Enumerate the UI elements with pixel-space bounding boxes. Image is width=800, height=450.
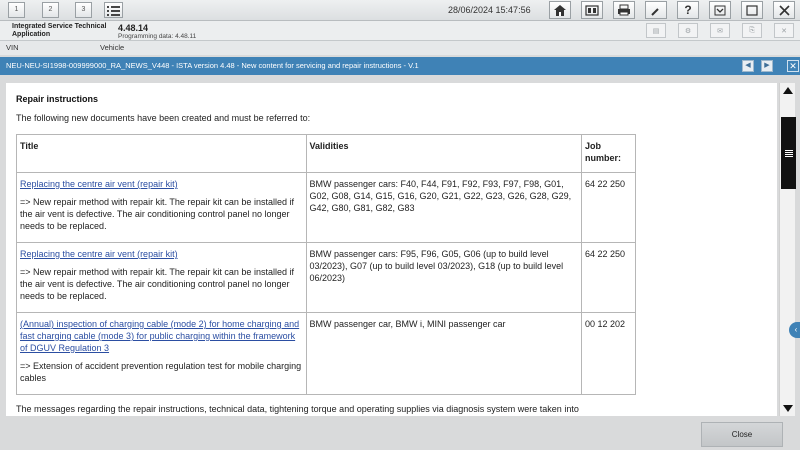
document-title-bar: [0, 57, 800, 75]
job-number-cell: 64 22 250: [582, 173, 636, 243]
mail-icon: ✉: [717, 27, 723, 35]
arrow-right-icon: ▶: [764, 62, 770, 69]
side-panel-toggle[interactable]: [789, 322, 800, 338]
tools-button[interactable]: [645, 1, 667, 19]
intro-text: The following new documents have been created and must be referred to:: [16, 113, 311, 123]
vehicle-info-icon: [585, 5, 599, 16]
app-version: 4.48.14: [118, 23, 149, 33]
job-number-cell: 00 12 202: [582, 313, 636, 395]
document-link[interactable]: Replacing the centre air vent (repair kit): [20, 249, 178, 259]
gear-icon: ⚙: [684, 27, 692, 35]
copy-icon: ▤: [652, 27, 660, 35]
sub-button[interactable]: [742, 23, 762, 38]
datetime-display: 28/06/2024 15:47:56: [448, 5, 531, 15]
exit-button[interactable]: [773, 1, 795, 19]
validities-cell: BMW passenger cars: F95, F96, G05, G06 (up to build level 03/2023), G07 (up to build level 03/2023), G18 (up to build level 06/2023): [306, 243, 582, 313]
app-title: [12, 23, 106, 39]
document-content: [6, 83, 777, 416]
vehicle-info-button[interactable]: [581, 1, 603, 19]
close-button[interactable]: Close: [701, 422, 783, 447]
mail-button[interactable]: [710, 23, 730, 38]
section-heading: Repair instructions: [16, 94, 99, 104]
list-icon: [107, 5, 120, 16]
document-link[interactable]: (Annual) inspection of charging cable (mode 2) for home charging and fast charging cable (mode 3) for public charging within the framework of DGUV Regulation 3: [20, 319, 300, 353]
sub-icon: ⎘: [749, 26, 755, 34]
close-icon: ✕: [781, 27, 787, 35]
document-title: NEU-NEU-SI1998-009999000_RA_NEWS_V448 - ISTA version 4.48 - New content for servicing and repair instructions - V.1: [6, 61, 419, 70]
printer-icon: [617, 4, 631, 16]
column-header-job-number: Job number:: [582, 135, 636, 173]
maximize-icon: [746, 5, 758, 16]
list-view-button[interactable]: [104, 2, 123, 18]
document-description: => New repair method with repair kit. The repair kit can be installed if the air vent is defective. The air conditioning control panel no longer needs to be replaced.: [20, 197, 294, 231]
question-icon: ?: [684, 3, 692, 17]
documents-table: [16, 134, 636, 395]
arrow-left-icon: ◀: [745, 62, 751, 69]
vertical-scrollbar[interactable]: [779, 83, 795, 416]
top-toolbar: [0, 0, 800, 21]
print-button[interactable]: [613, 1, 635, 19]
document-description: => New repair method with repair kit. The repair kit can be installed if the air vent is defective. The air conditioning control panel no longer needs to be replaced.: [20, 267, 294, 301]
previous-document-button[interactable]: [742, 60, 754, 72]
application-info-row: [0, 21, 800, 41]
help-button[interactable]: [677, 1, 699, 19]
table-row: [17, 243, 636, 313]
scroll-up-button[interactable]: [780, 83, 796, 97]
document-description: => Extension of accident prevention regulation test for mobile charging cables: [20, 361, 302, 383]
home-icon: [553, 4, 567, 17]
validities-cell: BMW passenger car, BMW i, MINI passenger car: [306, 313, 582, 395]
job-number-cell: 64 22 250: [582, 243, 636, 313]
vin-label: VIN: [6, 43, 19, 52]
column-header-validities: Validities: [306, 135, 582, 173]
scroll-thumb[interactable]: [781, 117, 796, 189]
close-icon: ✕: [789, 61, 797, 71]
column-header-title: Title: [17, 135, 307, 173]
tab-3-button[interactable]: 3: [75, 2, 92, 18]
next-document-button[interactable]: [761, 60, 773, 72]
app-title-line-1: Integrated Service Technical: [12, 23, 107, 30]
triangle-down-icon: [783, 405, 793, 412]
title-cell: [17, 173, 307, 243]
copy-button[interactable]: [646, 23, 666, 38]
close-icon: [779, 5, 790, 16]
minimize-toolbar-button[interactable]: [709, 1, 731, 19]
table-row: [17, 313, 636, 395]
table-row: [17, 173, 636, 243]
validities-cell: BMW passenger cars: F40, F44, F91, F92, F93, F97, F98, G01, G02, G08, G14, G15, G16, G20, G21, G22, G23, G26, G28, G29, G42, G80, G81, G82, G83: [306, 173, 582, 243]
table-header-row: [17, 135, 636, 173]
title-cell: [17, 313, 307, 395]
close-document-button[interactable]: [787, 60, 799, 72]
title-cell: [17, 243, 307, 313]
document-link[interactable]: Replacing the centre air vent (repair kit): [20, 179, 178, 189]
vehicle-label: Vehicle: [100, 43, 125, 52]
app-title-line-2: Application: [12, 31, 51, 38]
maximize-button[interactable]: [741, 1, 763, 19]
tab-1-button[interactable]: 1: [8, 2, 25, 18]
triangle-up-icon: [783, 87, 793, 94]
grip-icon: [785, 149, 793, 158]
scroll-down-button[interactable]: [780, 401, 796, 415]
secondary-close-button[interactable]: [774, 23, 794, 38]
tab-2-button[interactable]: 2: [42, 2, 59, 18]
home-button[interactable]: [549, 1, 571, 19]
minimize-icon: [714, 5, 726, 16]
wrench-icon: [650, 4, 663, 17]
settings-button[interactable]: [678, 23, 698, 38]
vehicle-row: [0, 41, 800, 55]
chevron-left-icon: ‹: [794, 325, 798, 334]
programming-data: Programming data: 4.48.11: [118, 33, 197, 40]
footer-note: The messages regarding the repair instructions, technical data, tightening torque and operating supplies via diagnosis system were taken into: [16, 404, 579, 414]
